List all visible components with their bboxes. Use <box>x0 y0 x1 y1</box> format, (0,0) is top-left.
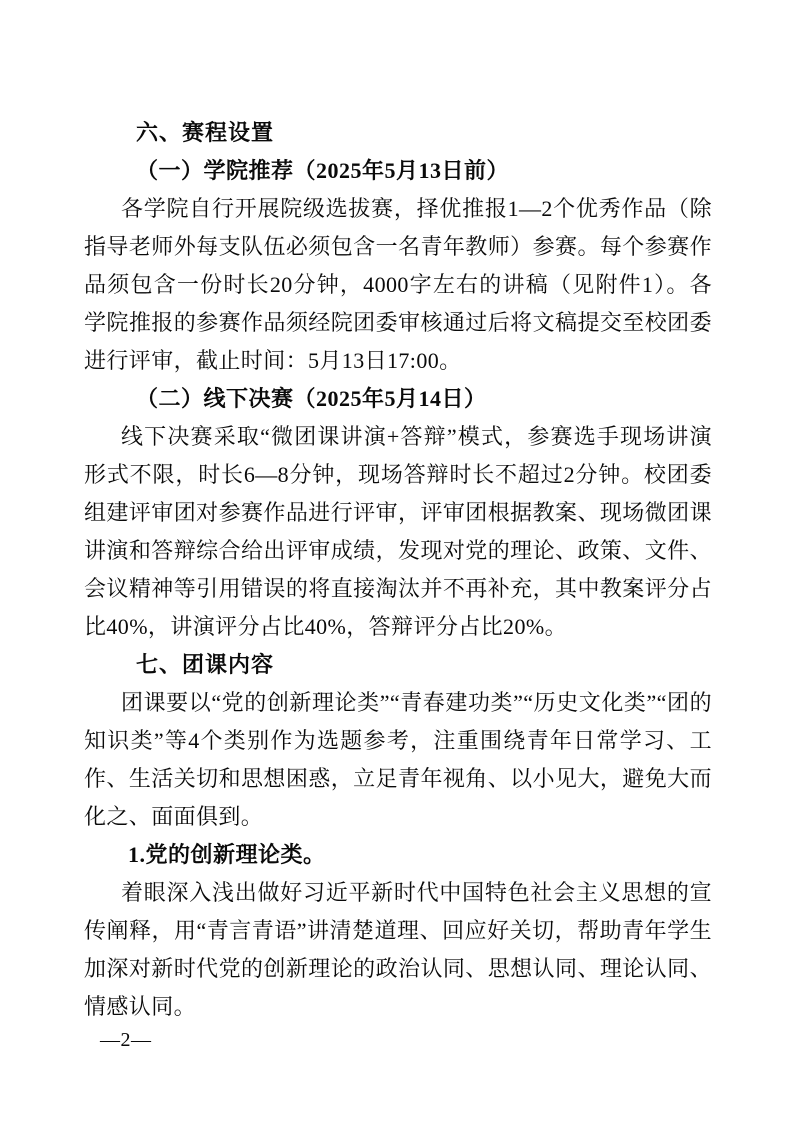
subsection-heading-college-recommendation: （一）学院推荐（2025年5月13日前） <box>136 158 510 183</box>
paragraph-college-recommendation: 各学院自行开展院级选拔赛，择优推报1—2个优秀作品（除指导老师外每支队伍必须包含一名青年教师）参赛。每个参赛作品须包含一份时长20分钟，4000字左右的讲稿（见附件1）。各学院推报的参赛作品须经院团委审核通过后将文稿提交至校团委进行评审，截止时间：5月13日17:00。 <box>84 196 712 373</box>
paragraph-offline-final: 线下决赛采取“微团课讲演+答辩”模式，参赛选手现场讲演形式不限，时长6—8分钟，现场答辩时长不超过2分钟。校团委组建评审团对参赛作品进行评审，评审团根据教案、现场微团课讲演和答辩综合给出评审成绩，发现对党的理论、政策、文件、会议精神等引用错误的将直接淘汰并不再补充，其中教案评分占比40%，讲演评分占比40%，答辩评分占比20%。 <box>84 424 712 639</box>
page-number: —2— <box>100 1029 152 1051</box>
section-heading-schedule: 六、赛程设置 <box>136 120 275 145</box>
section-heading-league-class-content: 七、团课内容 <box>136 652 275 677</box>
paragraph-league-class-categories: 团课要以“党的创新理论类”“青春建功类”“历史文化类”“团的知识类”等4个类别作为选题参考，注重围绕青年日常学习、工作、生活关切和思想困惑，立足青年视角、以小见大，避免大而化之、面面俱到。 <box>84 690 712 829</box>
document-body <box>84 114 712 1026</box>
subsection-heading-offline-final: （二）线下决赛（2025年5月14日） <box>136 386 487 411</box>
paragraph-party-innovation-theory: 着眼深入浅出做好习近平新时代中国特色社会主义思想的宣传阐释，用“青言青语”讲清楚道理、回应好关切，帮助青年学生加深对新时代党的创新理论的政治认同、思想认同、理论认同、情感认同。 <box>84 880 712 1019</box>
item-heading-party-innovation-theory: 1.党的创新理论类。 <box>128 842 326 867</box>
